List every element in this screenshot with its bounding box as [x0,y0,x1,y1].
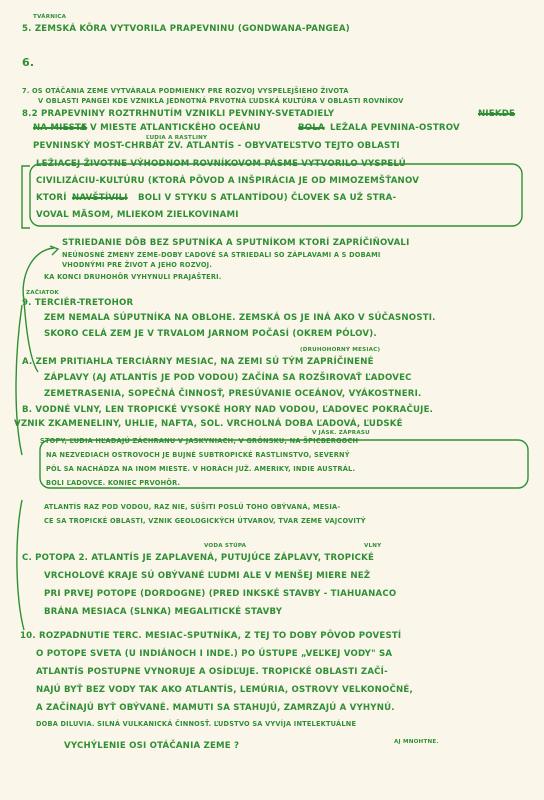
line-31: VRCHOLOVÉ KRAJE SÚ OBÝVANÉ ĽUDMI ALE V MENŠEJ MIERE NEŽ [44,571,371,581]
line-7: PEVNINSKÝ MOST-CHRBÁT ZV. ATLANTÍS - OBYVATEĽSTVO TEJTO OBLASTI [33,141,400,151]
line-13: NEÚNOSNÉ ZMENY ZEME-DOBY ĽADOVÉ SA STRIEDALI SO ZÁPLAVAMI A S DOBAMI [62,251,381,259]
line-28: ATLANTÍS RAZ POD VODOU, RAZ NIE, SÚŠITI POSLÚ TOHO OBÝVANÁ, MESIA- [44,503,341,511]
arrow-loop-left [23,248,54,372]
line-16: 9. TERCIÉR-TRETOHOR [22,298,134,308]
line-34: 10. ROZPADNUTIE TERC. MESIAC-SPUTNÍKA, Z TEJ TO DOBY PÔVOD POVESTÍ [20,631,402,641]
line-18: SKORO CELÁ ZEM JE V TRVALOM JARNOM POČASÍ (OKREM PÓLOV). [44,329,377,339]
line-30: C. POTOPA 2. ATLANTÍS JE ZAPLAVENÁ, PUTUJÚCE ZÁPLAVY, TROPICKÉ [22,553,375,563]
arrow-left-margin [16,305,24,630]
line-36: ATLANTÍS POSTUPNE VYNORUJE A OSÍDĽUJE. TROPICKÉ OBLASTI ZAČÍ- [36,667,388,677]
line-37: NAJÚ BYŤ BEZ VODY TAK AKO ATLANTÍS, LEMÚRIA, OSTROVY VELKONOČNÉ, [36,685,413,695]
line-23: VZNIK ZKAMENELINY, UHLIE, NAFTA, SOL. VRCHOLNÁ DOBA ĽADOVÁ, ĽUDSKÉ [14,419,403,429]
line-8: LEŽIACEJ ŽIVOTNE VÝHODNOM ROVNÍKOVOM PÁSME VYTVORILO VYSPELÚ [36,159,406,169]
line-25: NA NEZVEDIACH OSTROVOCH JE BUJNÉ SUBTROPICKÉ RASTLINSTVO, SEVERNÝ [46,451,350,459]
line-21: ZEMETRASENIA, SOPEČNÁ ČINNOSŤ, PRESÚVANIE OCEÁNOV, VYÁKOSTNERI. [44,389,422,399]
line-3: 7. OS OTÁČANIA ZEME VYTVÁRALA PODMIENKY PRE ROZVOJ VYSPELEJŠIEHO ŽIVOTA [22,87,349,95]
line-14: VHODNÝMI PRE ŽIVOT A JEHO ROZVOJ. [62,261,213,269]
line-19: A. ZEM PRITIAHLA TERCIÁRNY MESIAC, NA ZEMI SÚ TÝM ZAPRÍČINENÉ [22,357,374,367]
line-24: STOPY, ĽUDIA HĽADAJÚ ZÁCHRANU V JASKYNIACH, V GRÓNSKU, NA ŠPICBERGOCH [40,437,359,445]
line-2: 6. [22,56,35,69]
interlinear-note: V JÁSK. ZÁPRASU [312,430,370,436]
bracket-section-8 [22,166,30,228]
interlinear-note: VODA STÚPA [204,543,247,549]
interlinear-note: (DRUHOHORNÝ MESIAC) [300,347,381,353]
line-33: BRÁNA MESIACA (SLNKA) MEGALITICKÉ STAVBY [44,607,283,617]
line-6b: LEŽALA PEVNINA-OSTROV [330,123,460,133]
line-27: BOLI ĽADOVCE. KONIEC PRVOHÔR. [46,479,181,487]
line-38: A ZAČÍNAJÚ BYŤ OBÝVANÉ. MAMUTI SA STAHUJÚ, ZAMRZAJÚ A VYHYNÚ. [36,703,395,713]
line-22: B. VODNÉ VLNY, LEN TROPICKÉ VYSOKÉ HORY NAD VODOU, ĽADOVEC POKRAČUJE. [22,405,434,415]
line-6: A V MIESTE ATLANTICKÉHO OCEÁNU [80,123,261,133]
line-17: ZEM NEMALA SÚPUTNÍKA NA OBLOHE. ZEMSKÁ OS JE INÁ AKO V SÚČASNOSTI. [44,313,436,323]
line-1: 5. ZEMSKÁ KÔRA VYTVORILA PRAPEVNINU (GONDWANA-PANGEA) [22,24,350,34]
line-10b: BOLI V STYKU S ATLANTÍDOU) ČLOVEK SA UŽ STRA- [138,193,397,203]
line-39: DOBA DILUVIA. SILNÁ VULKANICKÁ ČINNOSŤ. ĽUDSTVO SA VYVÍJA INTELEKTUÁLNE [36,720,357,728]
struck-word: NAVŠTÍVILI [72,193,128,203]
interlinear-note: VLNY [364,543,382,549]
arrow-loop-head [50,246,58,255]
line-11: VOVAL MÄSOM, MLIEKOM ZIELKOVINAMI [36,210,239,220]
line-12: STRIEDANIE DÔB BEZ SPUTNÍKA A SPUTNÍKOM KTORÍ ZAPRÍČIŇOVALI [62,238,410,248]
struck-word: NA MIESTE [33,123,88,133]
margin-note: AJ MNOHTNE. [394,739,439,745]
line-40: VYCHÝLENIE OSI OTÁČANIA ZEME ? [64,741,240,751]
line-35: O POTOPE SVETA (U INDIÁNOCH I INDE.) PO ÚSTUPE „VEĽKEJ VODY" SA [36,649,393,659]
margin-note: ZAČIATOK [26,290,59,296]
line-29: CE SA TROPICKÉ OBLASTI, VZNIK GEOLOGICKÝCH ÚTVAROV, TVAR ZEME VAJCOVITÝ [44,517,366,525]
line-20: ZÁPLAVY (AJ ATLANTÍS JE POD VODOU) ZAČÍNA SA ROZŠIROVAŤ ĽADOVEC [44,373,412,383]
line-10: KTORÍ [36,193,67,203]
line-4: V OBLASTI PANGEI KDE VZNIKLA JEDNOTNÁ PRVOTNÁ ĽUDSKÁ KULTÚRA V OBLASTI ROVNÍKOV [38,97,404,105]
line-32: PRI PRVEJ POTOPE (DORDOGNE) (PRED INKSKÉ STAVBY - TIAHUANACO [44,589,397,599]
line-9: CIVILIZÁCIU-KULTÚRU (KTORÁ PÔVOD A INŠPIRÁCIA JE OD MIMOZEMŠŤANOV [36,176,420,186]
line-15: KA KONCI DRUHOHÔR VYHYNULI PRAJAŠTERI. [44,273,222,281]
line-5: 8.2 PRAPEVNINY ROZTRHNUTÍM VZNIKLI PEVNINY-SVETADIELY [22,109,335,119]
margin-note: TVÁRNICA [33,14,67,20]
struck-word: NIEKDE [478,109,516,119]
line-26: PÓL SA NACHÁDZA NA INOM MIESTE. V HORÁCH JUŽ. AMERIKY, INDIE AUSTRÁL. [46,465,356,473]
struck-word: BOLA [298,123,325,133]
interlinear-note: ĽUDIA A RASTLINY [146,135,208,141]
